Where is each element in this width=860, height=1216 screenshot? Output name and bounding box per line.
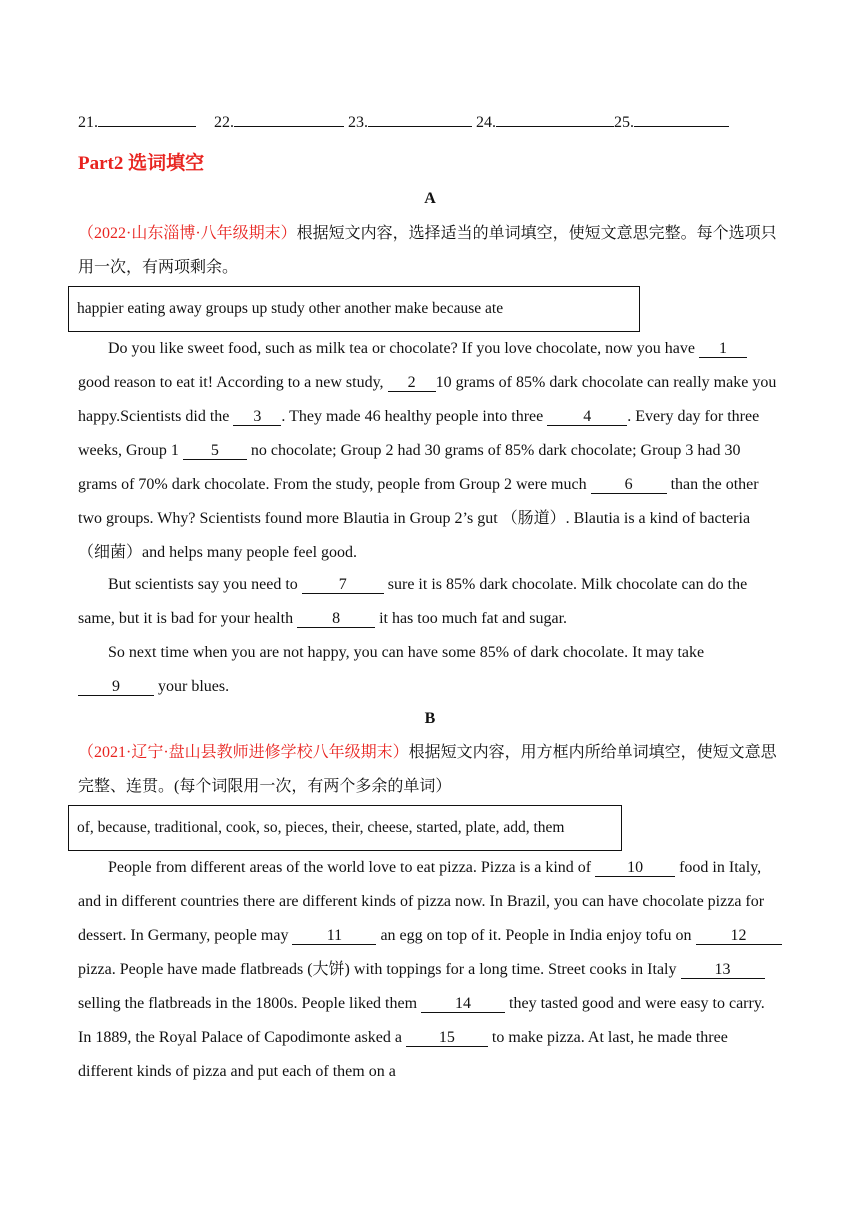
blank-6[interactable]: 6	[591, 477, 667, 494]
blank-3[interactable]: 3	[233, 409, 281, 426]
section-b-label: B	[424, 710, 436, 727]
section-a-paragraph-1: Do you like sweet food, such as milk tea or chocolate? If you love chocolate, now you have 1 good reason to eat it! According to a new study, 2 10 grams of 85% dark chocolate can really make you happy.Scientists did the 3 . They made 46 healthy people into three 4 . Every day for three weeks, Group 1 5 no chocolate; Group 2 had 30 grams of 85% dark chocolate; Group 3 had 30 grams of 70% dark chocolate. From the study, people from Group 2 were much 6 than the other two groups. Why? Scientists found more Blautia in Group 2’s gut （肠道）. Blautia is a kind of bacteria（细菌）and helps many people feel good.	[78, 340, 777, 561]
answer-line-25	[634, 112, 729, 127]
blank-4[interactable]: 4	[547, 409, 627, 426]
section-b-instructions	[78, 736, 782, 804]
section-b-instruction-text: 根据短文内容，用方框内所给单词填空，使短文意思完整、连贯。(每个词限用一次，有两个多余的单词）	[78, 744, 777, 795]
answer-row	[78, 112, 729, 132]
section-b-paragraph-1: People from different areas of the world love to eat pizza. Pizza is a kind of 10 food in Italy, and in different countries there are different kinds of pizza now. In Brazil, you can have chocolate pizza for dessert. In Germany, people may 11 an egg on top of it. People in India enjoy tofu on 12 pizza. People have made flatbreads (大饼) with toppings for a long time. Street cooks in Italy 13 selling the flatbreads in the 1800s. People liked them 14 they tasted good and were easy to carry. In 1889, the Royal Palace of Capodimonte asked a 15 to make pizza. At last, he made three different kinds of pizza and put each of them on a	[78, 851, 782, 1089]
answer-label-23: 23.	[348, 114, 368, 131]
section-a-source: （2022·山东淄博·八年级期末）	[78, 225, 297, 242]
blank-14[interactable]: 14	[421, 996, 505, 1013]
part-title: Part2 选词填空	[78, 153, 205, 174]
blank-2[interactable]: 2	[388, 375, 436, 392]
blank-12[interactable]: 12	[696, 928, 782, 945]
blank-9[interactable]: 9	[78, 679, 154, 696]
section-a-paragraph-3: So next time when you are not happy, you can have some 85% of dark chocolate. It may take 9 your blues.	[78, 636, 782, 704]
section-b-source: （2021·辽宁·盘山县教师进修学校八年级期末）	[78, 744, 409, 761]
answer-line-23	[368, 112, 472, 127]
section-a-label: A	[424, 190, 436, 207]
answer-line-21	[98, 112, 196, 127]
section-b-word-box: of, because, traditional, cook, so, pieces, their, cheese, started, plate, add, them	[68, 805, 622, 851]
answer-label-24: 24.	[476, 114, 496, 131]
section-a-paragraph-2: But scientists say you need to 7 sure it is 85% dark chocolate. Milk chocolate can do the same, but it is bad for your health 8 it has too much fat and sugar.	[78, 576, 748, 627]
blank-8[interactable]: 8	[297, 611, 375, 628]
blank-7[interactable]: 7	[302, 577, 384, 594]
blank-5[interactable]: 5	[183, 443, 247, 460]
answer-label-25: 25.	[614, 114, 634, 131]
answer-line-24	[496, 112, 614, 127]
blank-13[interactable]: 13	[681, 962, 765, 979]
blank-11[interactable]: 11	[292, 928, 376, 945]
answer-label-22: 22.	[214, 114, 234, 131]
section-a-instruction-text: 根据短文内容，选择适当的单词填空，使短文意思完整。每个选项只用一次，有两项剩余。	[78, 225, 777, 276]
section-a-instructions	[78, 217, 782, 285]
blank-10[interactable]: 10	[595, 860, 675, 877]
answer-label-21: 21.	[78, 114, 98, 131]
answer-line-22	[234, 112, 344, 127]
blank-15[interactable]: 15	[406, 1030, 488, 1047]
blank-1[interactable]: 1	[699, 341, 747, 358]
section-a-word-box: happier eating away groups up study other another make because ate	[68, 286, 640, 332]
